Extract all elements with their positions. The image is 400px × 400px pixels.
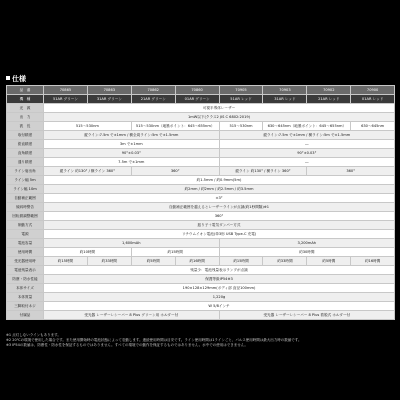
row-label: 本体質量 bbox=[7, 293, 44, 302]
table-row bbox=[7, 302, 395, 311]
table-row bbox=[7, 311, 395, 320]
table-cell: 縦ライン 約130° / 横ライン 360° bbox=[219, 167, 307, 176]
table-cell: 70862 bbox=[131, 86, 175, 95]
table-cell: 70860 bbox=[175, 86, 219, 95]
table-cell: 90°±0.03° bbox=[219, 149, 394, 158]
table-cell: W 5/8インチ bbox=[44, 302, 395, 311]
table-cell: 190×128×129mm(ボディ部 直径100mm) bbox=[44, 284, 395, 293]
table-cell: 約1.5mm / 約0.9mm(5m) bbox=[44, 176, 395, 185]
row-label: 機 種 bbox=[7, 95, 44, 104]
table-row bbox=[7, 86, 395, 95]
table-row bbox=[7, 95, 395, 104]
row-label: 鉛直精度 bbox=[7, 140, 44, 149]
table-cell: 縦ライン 約130° / 横ライン 360° bbox=[44, 167, 132, 176]
table-cell: 90°±0.03° bbox=[44, 149, 220, 158]
row-label: 電池残量表示 bbox=[7, 266, 44, 275]
table-cell: 振り子＋電気ダンパー方式 bbox=[44, 221, 395, 230]
row-label: 回転微調整範囲 bbox=[7, 212, 44, 221]
table-cell: 515～530nm（地墨ポイント：645～655nm） bbox=[131, 122, 219, 131]
table-row bbox=[7, 176, 395, 185]
table-cell: 70905 bbox=[219, 86, 263, 95]
table-cell: 約10時間 bbox=[44, 248, 132, 257]
table-cell: 約33時間 bbox=[87, 257, 131, 266]
table-row bbox=[7, 248, 395, 257]
row-label: 品 番 bbox=[7, 86, 44, 95]
table-cell: 630～645nm（地墨ポイント：645～655nm） bbox=[263, 122, 351, 131]
table-row bbox=[7, 140, 395, 149]
table-cell: 31AR グリーン bbox=[87, 95, 131, 104]
table-cell: 約5時間 bbox=[131, 257, 175, 266]
table-row bbox=[7, 194, 395, 203]
footnotes bbox=[6, 333, 394, 349]
row-label: 自動補正範囲 bbox=[7, 194, 44, 203]
table-row bbox=[7, 122, 395, 131]
table-cell: 受光器 レーザーレシーバー 8 Plus 着脱式 ホルダー付 bbox=[219, 311, 394, 320]
table-cell: 21AR レッド bbox=[307, 95, 351, 104]
table-cell: 360° bbox=[131, 167, 219, 176]
table-cell: 1mW以下(クラス2 JIS C 6802:2019) bbox=[44, 113, 395, 122]
table-cell: 360° bbox=[44, 212, 395, 221]
square-bullet-icon bbox=[6, 76, 10, 80]
table-cell: 約16時間 bbox=[175, 257, 219, 266]
table-cell: 21AR グリーン bbox=[131, 95, 175, 104]
table-cell: 約2mm / 約2mm / 約2.5mm / 約3.5mm bbox=[44, 185, 395, 194]
row-label: ライン幅 10m bbox=[7, 185, 44, 194]
table-cell: 可視半導体レーザー bbox=[44, 104, 395, 113]
table-cell: 1,600mAh bbox=[44, 239, 220, 248]
footnote: ※1 点灯しないラインもあります。 bbox=[6, 333, 61, 337]
table-cell: 約15時間 bbox=[131, 248, 219, 257]
table-cell: 保護等級IP54※3 bbox=[44, 275, 395, 284]
row-label: 制動方式 bbox=[7, 221, 44, 230]
row-label: 電源 bbox=[7, 230, 44, 239]
table-cell: ±3° bbox=[44, 194, 395, 203]
row-label: 通り精度 bbox=[7, 158, 44, 167]
table-cell: 630～645nm bbox=[351, 122, 395, 131]
row-label: 波 長 bbox=[7, 122, 44, 131]
table-row bbox=[7, 167, 395, 176]
table-row bbox=[7, 104, 395, 113]
table-cell: 約16時間 bbox=[351, 257, 395, 266]
table-row bbox=[7, 293, 395, 302]
table-row bbox=[7, 266, 395, 275]
table-cell: 1,220g bbox=[44, 293, 395, 302]
row-label: 受光器使用時 bbox=[7, 257, 44, 266]
table-cell: 約30時間 bbox=[219, 248, 394, 257]
row-label: 直角精度 bbox=[7, 149, 44, 158]
table-cell: 51AR グリーン bbox=[44, 95, 88, 104]
table-cell: 70863 bbox=[87, 86, 131, 95]
table-cell: 約5時間 bbox=[307, 257, 351, 266]
table-cell: 70902 bbox=[307, 86, 351, 95]
row-label: 電池容量 bbox=[7, 239, 44, 248]
table-cell: 縦ライン:7.5m で±1mm / 横ライン:5m で±1.5mm bbox=[219, 131, 394, 140]
table-row bbox=[7, 158, 395, 167]
table-row bbox=[7, 203, 395, 212]
table-cell: 約33時間 bbox=[263, 257, 307, 266]
table-row bbox=[7, 284, 395, 293]
table-cell: 31AR レッド bbox=[263, 95, 307, 104]
row-label: 本体サイズ bbox=[7, 284, 44, 293]
table-cell: 7.5m で±1mm bbox=[44, 158, 220, 167]
table-cell: 約15時間 bbox=[219, 257, 263, 266]
row-label: 防塵・防水性能 bbox=[7, 275, 44, 284]
table-cell: 約15時間 bbox=[44, 257, 88, 266]
row-label: ライン射出角 bbox=[7, 167, 44, 176]
table-row bbox=[7, 230, 395, 239]
table-row bbox=[7, 239, 395, 248]
section-heading bbox=[6, 74, 26, 84]
table-cell: リチウムイオン電池(単3形 USB Type-C 充電) bbox=[44, 230, 395, 239]
table-cell: 受光器 レーザーレシーバー 8 Plus グリーン用 ホルダー付 bbox=[44, 311, 220, 320]
footnote: ※3 IP54の数値は、防塵性・防水性を保証するものではありません。すべての環境での動作を保証するものではありません。水中での使用はできません。 bbox=[6, 343, 248, 348]
table-cell: 70865 bbox=[44, 86, 88, 95]
row-label: 取付精度 bbox=[7, 131, 44, 140]
row-label: 使用時間 bbox=[7, 248, 44, 257]
table-cell: ― bbox=[219, 140, 394, 149]
row-label: 出 力 bbox=[7, 113, 44, 122]
table-row bbox=[7, 113, 395, 122]
row-label: 付属品 bbox=[7, 311, 44, 320]
spec-table bbox=[6, 85, 395, 320]
table-cell: 3m で±1mm bbox=[44, 140, 220, 149]
row-label: ライン幅 5m bbox=[7, 176, 44, 185]
table-cell: 360° bbox=[307, 167, 395, 176]
table-cell: 51AR レッド bbox=[219, 95, 263, 104]
table-cell: 01AR レッド bbox=[351, 95, 395, 104]
footnote: ※2 20℃の環境で使用した場合です。また使用開始時の電池状態によって変動します。連続使用時間は目安です。ライン使用時間は1ラインごと、パルス使用時間は最大出力時の数値です。 bbox=[6, 338, 302, 343]
table-cell: 縦ライン:7.5m で±1mm / 横全周ライン:5m で±1.5mm bbox=[44, 131, 220, 140]
table-cell: 01AR グリーン bbox=[175, 95, 219, 104]
table-cell: 自動補正範囲を越えるとレーザーラインが点滅(約1秒間隔)※1 bbox=[44, 203, 395, 212]
table-row bbox=[7, 257, 395, 266]
table-row bbox=[7, 212, 395, 221]
table-cell: 3,200mAh bbox=[219, 239, 394, 248]
row-label: 光 源 bbox=[7, 104, 44, 113]
table-row bbox=[7, 185, 395, 194]
table-row bbox=[7, 275, 395, 284]
table-cell: 70903 bbox=[263, 86, 307, 95]
row-label: 傾斜時警告 bbox=[7, 203, 44, 212]
table-row bbox=[7, 221, 395, 230]
table-cell: 70900 bbox=[351, 86, 395, 95]
table-cell: ― bbox=[219, 158, 394, 167]
row-label: 三脚取付ネジ bbox=[7, 302, 44, 311]
section-title: 仕様 bbox=[12, 75, 26, 83]
table-row bbox=[7, 131, 395, 140]
table-row bbox=[7, 149, 395, 158]
table-cell: 残量少：電池残量表示ランプが点滅 bbox=[44, 266, 395, 275]
table-cell: 515～530nm bbox=[219, 122, 263, 131]
table-cell: 515～530nm bbox=[44, 122, 132, 131]
